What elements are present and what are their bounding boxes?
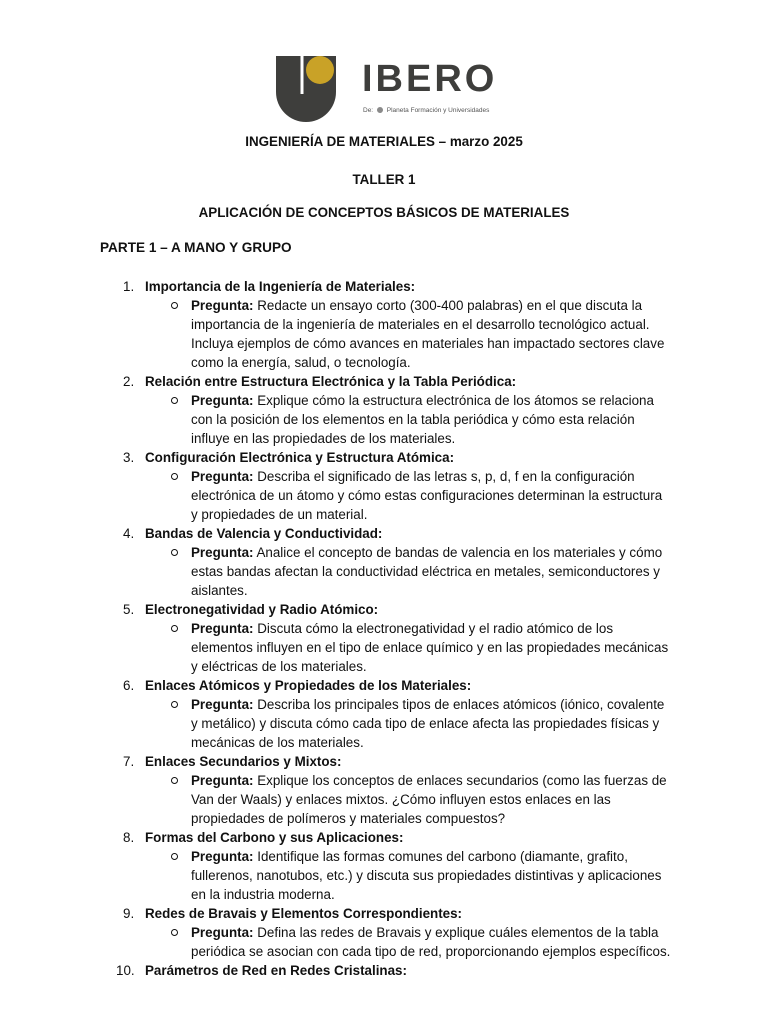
circle-bullet-icon <box>171 549 178 556</box>
circle-bullet-icon <box>171 929 178 936</box>
circle-bullet-icon <box>171 777 178 784</box>
question-body: Discuta cómo la electronegatividad y el radio atómico de los elementos influyen en el tipo de enlace químico y en las propiedades mecánicas y eléctricas de los materiales. <box>191 621 669 674</box>
question-body: Analice el concepto de bandas de valencia en los materiales y cómo estas bandas afectan la conductividad eléctrica en metales, semiconductores y aislantes. <box>191 545 663 598</box>
tagline-prefix: De: <box>363 107 374 114</box>
question-text <box>191 847 671 904</box>
circle-bullet-icon <box>171 302 178 309</box>
workshop-title: TALLER 1 <box>352 172 416 187</box>
list-item <box>100 372 700 448</box>
circle-bullet-icon <box>171 701 178 708</box>
list-item <box>100 961 700 980</box>
item-title: Relación entre Estructura Electrónica y la Tabla Periódica: <box>145 374 517 389</box>
item-number: 7. <box>123 754 135 769</box>
question-label: Pregunta: <box>191 925 254 940</box>
question-label: Pregunta: <box>191 621 254 636</box>
question-body: Describa el significado de las letras s, p, d, f en la configuración electrónica de un átomo y cómo estas configuraciones determinan la estructura y propiedades de un material. <box>191 469 663 522</box>
part-title: PARTE 1 – A MANO Y GRUPO <box>100 240 292 255</box>
question-text <box>191 619 671 676</box>
question-label: Pregunta: <box>191 697 254 712</box>
question-list <box>100 277 700 980</box>
item-number: 5. <box>123 602 135 617</box>
course-title: INGENIERÍA DE MATERIALES – marzo 2025 <box>245 134 523 149</box>
circle-bullet-icon <box>171 473 178 480</box>
ibero-logo <box>274 54 498 126</box>
question-text <box>191 467 671 524</box>
item-number: 1. <box>123 279 135 294</box>
tagline-text: Planeta Formación y Universidades <box>386 107 490 114</box>
item-title: Importancia de la Ingeniería de Materiales: <box>145 279 416 294</box>
question-text <box>191 391 671 448</box>
item-number: 10. <box>116 963 135 978</box>
item-number: 4. <box>123 526 135 541</box>
question-body: Redacte un ensayo corto (300-400 palabras) en el que discuta la importancia de la ingeniería de materiales en el desarrollo tecnológico actual. Incluya ejemplos de cómo avances en materiales han impactado sectores clave como la energía, salud, o tecnología. <box>191 298 665 370</box>
question-text <box>191 695 671 752</box>
list-item <box>100 448 700 524</box>
circle-bullet-icon <box>171 853 178 860</box>
question-label: Pregunta: <box>191 849 254 864</box>
item-title: Configuración Electrónica y Estructura Atómica: <box>145 450 455 465</box>
question-text <box>191 296 671 372</box>
document-subtitle: APLICACIÓN DE CONCEPTOS BÁSICOS DE MATERIALES <box>198 205 570 220</box>
question-text <box>191 771 671 828</box>
question-text <box>191 543 671 600</box>
item-number: 2. <box>123 374 135 389</box>
item-number: 3. <box>123 450 135 465</box>
list-item <box>100 277 700 372</box>
item-title: Formas del Carbono y sus Aplicaciones: <box>145 830 404 845</box>
item-title: Bandas de Valencia y Conductividad: <box>145 526 383 541</box>
question-body: Explique los conceptos de enlaces secundarios (como las fuerzas de Van der Waals) y enlaces mixtos. ¿Cómo influyen estos enlaces en las propiedades de polímeros y materiales compuestos? <box>191 773 667 826</box>
list-item <box>100 752 700 828</box>
item-title: Parámetros de Red en Redes Cristalinas: <box>145 963 407 978</box>
ibero-shield-icon <box>274 54 340 126</box>
list-item <box>100 904 700 961</box>
item-title: Enlaces Atómicos y Propiedades de los Materiales: <box>145 678 472 693</box>
item-number: 9. <box>123 906 135 921</box>
question-label: Pregunta: <box>191 393 254 408</box>
circle-bullet-icon <box>171 625 178 632</box>
brand-tagline <box>363 107 489 114</box>
question-label: Pregunta: <box>191 469 254 484</box>
item-number: 6. <box>123 678 135 693</box>
question-body: Identifique las formas comunes del carbono (diamante, grafito, fullerenos, nanotubos, etc.) y discuta sus propiedades distintivas y aplicaciones en la industria moderna. <box>191 849 662 902</box>
question-body: Defina las redes de Bravais y explique cuáles elementos de la tabla periódica se asocian con cada tipo de red, proporcionando ejemplos específicos. <box>191 925 671 959</box>
list-item <box>100 524 700 600</box>
question-label: Pregunta: <box>191 773 254 788</box>
brand-name: IBERO <box>362 58 498 100</box>
planeta-dot-icon <box>377 107 383 113</box>
list-item <box>100 828 700 904</box>
list-item <box>100 676 700 752</box>
item-title: Enlaces Secundarios y Mixtos: <box>145 754 342 769</box>
list-item <box>100 600 700 676</box>
item-title: Electronegatividad y Radio Atómico: <box>145 602 379 617</box>
question-label: Pregunta: <box>191 298 254 313</box>
question-body: Describa los principales tipos de enlaces atómicos (iónico, covalente y metálico) y discuta cómo cada tipo de enlace afecta las propiedades físicas y mecánicas de los materiales. <box>191 697 665 750</box>
question-body: Explique cómo la estructura electrónica de los átomos se relaciona con la posición de los elementos en la tabla periódica y cómo esta relación influye en las propiedades de los materiales. <box>191 393 654 446</box>
question-text <box>191 923 671 961</box>
item-title: Redes de Bravais y Elementos Correspondientes: <box>145 906 463 921</box>
item-number: 8. <box>123 830 135 845</box>
circle-bullet-icon <box>171 397 178 404</box>
question-label: Pregunta: <box>191 545 254 560</box>
